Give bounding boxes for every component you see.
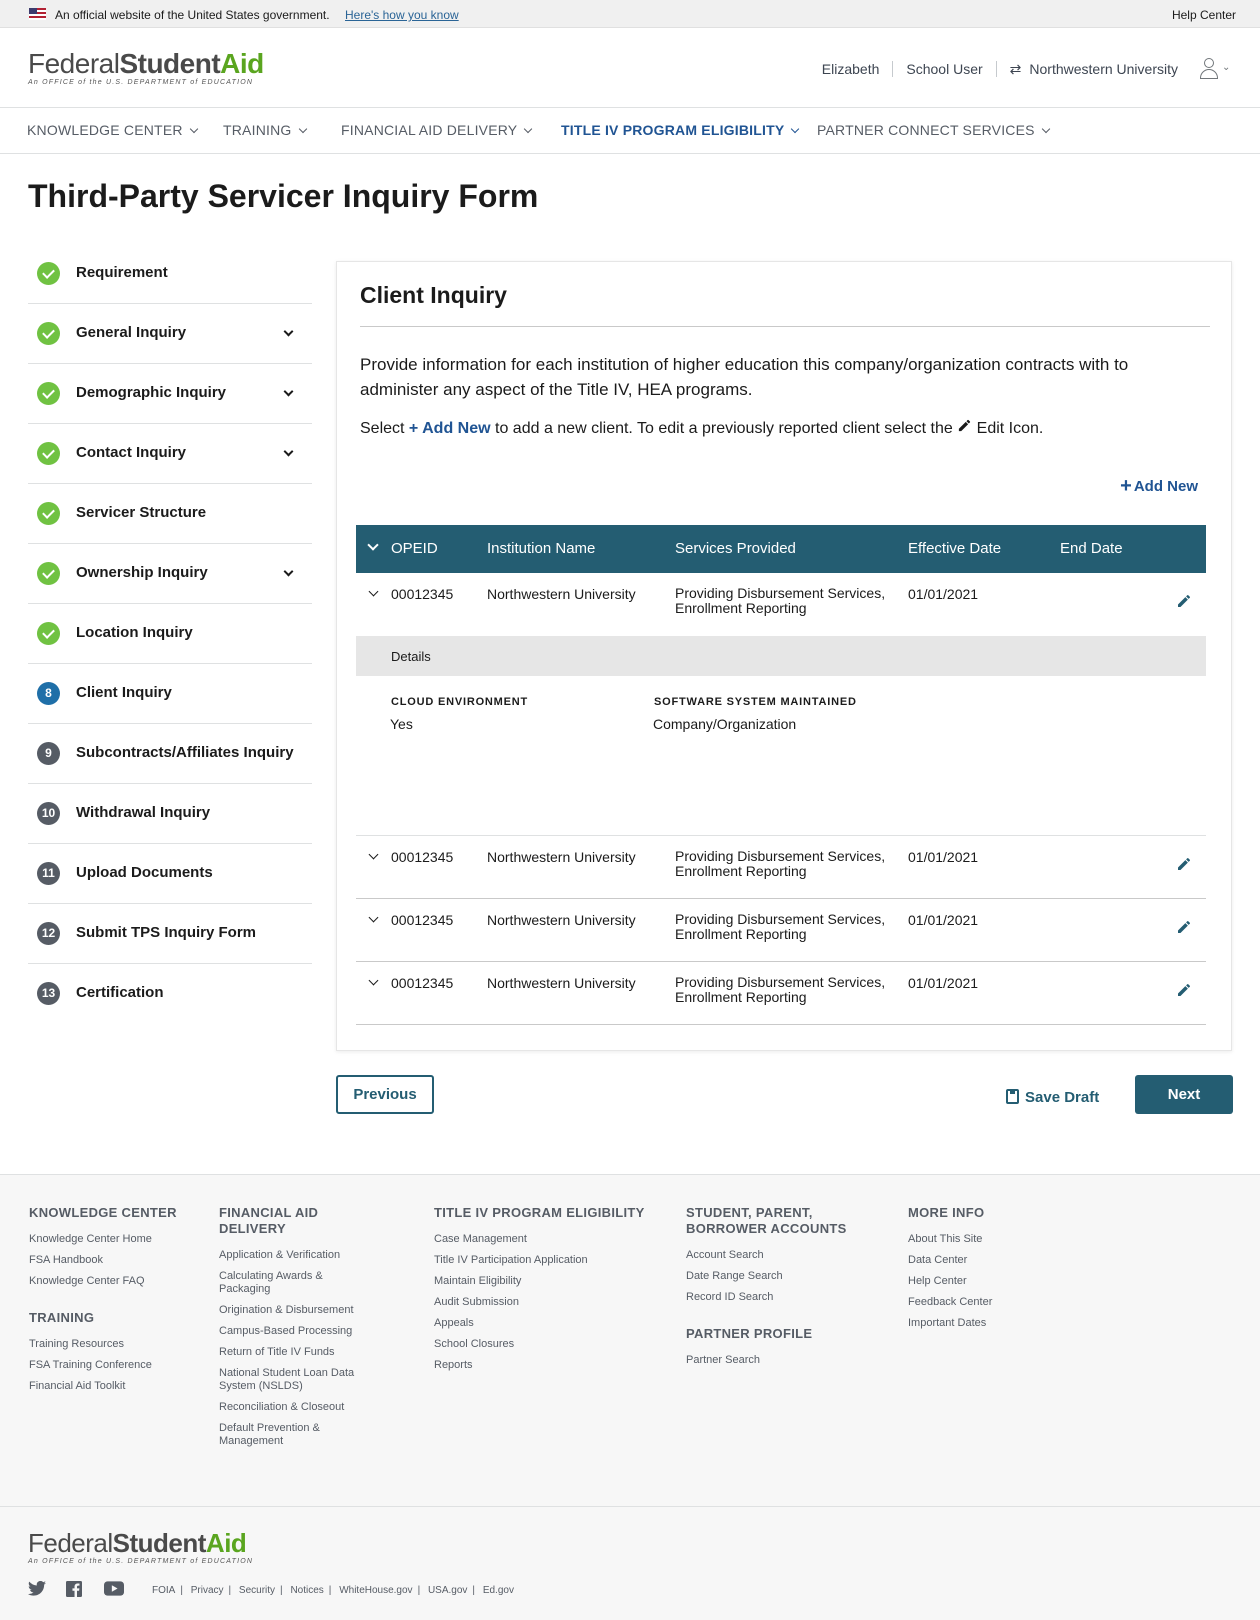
footer-col-knowledge (29, 1205, 199, 1401)
footer-link[interactable]: Origination & Disbursement (219, 1304, 354, 1316)
step-label: Ownership Inquiry (76, 564, 208, 581)
site-footer (0, 1174, 1260, 1506)
heres-how-you-know-link[interactable]: Here's how you know (345, 8, 459, 22)
logo-tagline: An OFFICE of the U.S. DEPARTMENT of EDUCATION (28, 79, 254, 86)
footer-link[interactable]: Application & Verification (219, 1249, 341, 1261)
logo-word-federal: Federal (28, 1528, 113, 1558)
footer-link[interactable]: Help Center (908, 1275, 967, 1287)
footer-link[interactable]: Feedback Center (908, 1296, 993, 1308)
table-row (356, 899, 1206, 962)
section-help-text: Select + Add New to add a new client. To edit a previously reported client select the Edit Icon. (360, 420, 1044, 437)
cell-services-provided: Providing Disbursement Services, Enrollment Reporting (675, 974, 886, 1005)
save-disk-icon (1006, 1089, 1019, 1104)
footer-link[interactable]: Record ID Search (686, 1291, 774, 1303)
help-center-link[interactable]: Help Center (1171, 8, 1236, 22)
step-certification[interactable] (28, 964, 312, 1024)
step-number-badge: 9 (37, 742, 60, 765)
chevron-down-icon[interactable] (284, 447, 294, 457)
step-label: Requirement (76, 264, 168, 281)
step-ownership-inquiry[interactable] (28, 544, 312, 604)
step-requirement[interactable] (28, 244, 312, 304)
plus-icon: + (1120, 475, 1132, 497)
step-upload-documents[interactable] (28, 844, 312, 904)
cloud-environment-label: CLOUD ENVIRONMENT (391, 696, 529, 708)
step-label: Contact Inquiry (76, 444, 187, 461)
footer-link[interactable]: Campus-Based Processing (219, 1325, 353, 1337)
site-header (0, 28, 1260, 108)
logo-word-aid: Aid (205, 1528, 247, 1558)
footer-link[interactable]: National Student Loan Data System (NSLDS) (219, 1367, 355, 1392)
step-servicer-structure[interactable] (28, 484, 312, 544)
step-demographic-inquiry[interactable] (28, 364, 312, 424)
facebook-icon[interactable] (66, 1581, 86, 1597)
table-row (356, 573, 1206, 636)
add-new-button[interactable]: + Add New (1120, 475, 1198, 497)
cell-services-provided: Providing Disbursement Services, Enrollment Reporting (675, 585, 886, 616)
nav-financial-aid-delivery[interactable]: FINANCIAL AID DELIVERY (341, 122, 531, 138)
col-opeid[interactable]: OPEID (391, 540, 438, 557)
footer-link[interactable]: Knowledge Center Home (29, 1233, 152, 1245)
step-client-inquiry[interactable] (28, 664, 312, 724)
chevron-down-icon (189, 125, 197, 133)
step-navigation (28, 244, 312, 1024)
step-label: General Inquiry (76, 324, 187, 341)
footer-bottom (0, 1506, 1260, 1620)
divider (996, 61, 997, 77)
step-number-badge: 13 (37, 982, 60, 1005)
footer-link[interactable]: Date Range Search (686, 1270, 783, 1282)
cell-effective-date: 01/01/2021 (908, 975, 979, 991)
edit-pencil-icon[interactable] (1176, 593, 1192, 612)
footer-heading: MORE INFO (908, 1205, 985, 1220)
chevron-down-icon (298, 125, 306, 133)
footer-link[interactable]: FSA Training Conference (29, 1359, 152, 1371)
gov-banner (0, 0, 1260, 28)
footer-link[interactable]: Title IV Participation Application (434, 1254, 588, 1266)
table-row (356, 962, 1206, 1025)
foia-link[interactable]: FOIA (152, 1585, 176, 1596)
footer-link[interactable]: Maintain Eligibility (434, 1275, 522, 1287)
step-number-badge: 12 (37, 922, 60, 945)
step-contact-inquiry[interactable] (28, 424, 312, 484)
logo-word-aid: Aid (220, 48, 264, 79)
whitehouse-link[interactable]: WhiteHouse.gov (339, 1585, 413, 1596)
step-label: Subcontracts/Affiliates Inquiry (76, 744, 294, 761)
chevron-down-icon[interactable] (284, 567, 294, 577)
cell-effective-date: 01/01/2021 (908, 849, 979, 865)
cell-opeid: 00012345 (391, 849, 454, 865)
check-icon (37, 502, 60, 525)
user-name: Elizabeth (821, 61, 880, 77)
current-school[interactable]: Northwestern University (1029, 61, 1178, 77)
previous-button[interactable]: Previous (336, 1075, 434, 1114)
legal-links: FOIA | Privacy | Security | Notices | WhiteHouse.gov | USA.gov | Ed.gov (152, 1585, 514, 1596)
footer-link[interactable]: About This Site (908, 1233, 983, 1245)
section-intro: Provide information for each institution of higher education this company/organization contracts with to administer any aspect of the Title IV, HEA programs. (360, 355, 1129, 399)
footer-link[interactable]: Training Resources (29, 1338, 124, 1350)
col-effective-date[interactable]: Effective Date (908, 540, 1002, 557)
edit-pencil-icon[interactable] (1176, 982, 1192, 1001)
step-submit-tps-inquiry-form[interactable] (28, 904, 312, 964)
nav-partner-connect-services[interactable]: PARTNER CONNECT SERVICES (817, 122, 1049, 138)
col-services-provided[interactable]: Services Provided (675, 540, 796, 557)
privacy-link[interactable]: Privacy (190, 1585, 224, 1596)
details-title: Details (391, 649, 431, 664)
chevron-down-icon[interactable] (369, 587, 379, 597)
inline-add-new-link[interactable]: + Add New (408, 420, 491, 437)
cell-institution-name: Northwestern University (487, 912, 636, 928)
step-label: Demographic Inquiry (76, 384, 227, 401)
software-system-label: SOFTWARE SYSTEM MAINTAINED (654, 696, 857, 708)
notices-link[interactable]: Notices (290, 1585, 324, 1596)
step-withdrawal-inquiry[interactable] (28, 784, 312, 844)
check-icon (37, 382, 60, 405)
fsa-logo[interactable] (28, 50, 264, 86)
us-flag-icon (29, 8, 46, 20)
chevron-down-icon[interactable] (284, 387, 294, 397)
usa-gov-link[interactable]: USA.gov (427, 1585, 468, 1596)
cell-institution-name: Northwestern University (487, 586, 636, 602)
footer-link[interactable]: Account Search (686, 1249, 764, 1261)
col-institution-name[interactable]: Institution Name (487, 540, 596, 557)
social-links (28, 1581, 124, 1597)
step-label: Submit TPS Inquiry Form (76, 924, 257, 941)
footer-link[interactable]: Return of Title IV Funds (219, 1346, 335, 1358)
step-number-badge: 11 (37, 862, 60, 885)
logo-word-student: Student (112, 1528, 206, 1558)
cell-institution-name: Northwestern University (487, 849, 636, 865)
nav-knowledge-center[interactable]: KNOWLEDGE CENTER (27, 122, 197, 138)
check-icon (37, 562, 60, 585)
cell-services-provided: Providing Disbursement Services, Enrollment Reporting (675, 848, 886, 879)
footer-heading: TITLE IV PROGRAM ELIGIBILITY (434, 1205, 645, 1220)
step-label: Servicer Structure (76, 504, 207, 521)
step-label: Certification (76, 984, 164, 1001)
footer-heading: STUDENT, PARENT, BORROWER ACCOUNTS (686, 1205, 847, 1236)
logo-word-federal: Federal (28, 48, 120, 79)
nav-title-iv-program-eligibility[interactable]: TITLE IV PROGRAM ELIGIBILITY (561, 122, 798, 138)
user-area (822, 58, 1230, 80)
user-menu-icon[interactable]: ⌄ (1200, 58, 1230, 80)
footer-link[interactable]: Audit Submission (434, 1296, 519, 1308)
chevron-down-icon[interactable] (369, 976, 379, 986)
main-nav (0, 108, 1260, 154)
footer-link[interactable]: Important Dates (908, 1317, 987, 1329)
cell-opeid: 00012345 (391, 586, 454, 602)
footer-heading: KNOWLEDGE CENTER (29, 1205, 177, 1220)
switch-school-icon[interactable]: ⇄ (1009, 60, 1022, 77)
footer-col-more-info (908, 1205, 1068, 1338)
footer-link[interactable]: Data Center (908, 1254, 968, 1266)
step-label: Upload Documents (76, 864, 213, 881)
software-system-value: Company/Organization (653, 716, 797, 732)
check-icon (37, 262, 60, 285)
divider (360, 326, 1210, 327)
cell-effective-date: 01/01/2021 (908, 586, 979, 602)
check-icon (37, 442, 60, 465)
cell-opeid: 00012345 (391, 975, 454, 991)
pencil-icon (957, 418, 972, 438)
cell-opeid: 00012345 (391, 912, 454, 928)
footer-link[interactable]: Case Management (434, 1233, 527, 1245)
step-label: Client Inquiry (76, 684, 172, 701)
footer-heading: FINANCIAL AID DELIVERY (219, 1205, 319, 1236)
security-link[interactable]: Security (238, 1585, 276, 1596)
footer-link[interactable]: Reports (434, 1359, 473, 1371)
footer-link[interactable]: Appeals (434, 1317, 474, 1329)
youtube-icon[interactable] (104, 1581, 124, 1597)
step-general-inquiry[interactable] (28, 304, 312, 364)
chevron-down-icon[interactable] (284, 327, 294, 337)
step-subcontracts-affiliates[interactable] (28, 724, 312, 784)
collapse-all-chevron-icon[interactable] (367, 539, 378, 550)
step-number-badge: 10 (37, 802, 60, 825)
step-label: Location Inquiry (76, 624, 193, 641)
chevron-down-icon (524, 125, 532, 133)
nav-training[interactable]: TRAINING (223, 122, 306, 138)
logo-word-student: Student (119, 48, 221, 79)
cell-institution-name: Northwestern University (487, 975, 636, 991)
footer-link[interactable]: Financial Aid Toolkit (29, 1380, 126, 1392)
footer-heading: TRAINING (29, 1310, 95, 1325)
step-location-inquiry[interactable] (28, 604, 312, 664)
footer-heading: PARTNER PROFILE (686, 1326, 813, 1341)
check-icon (37, 322, 60, 345)
logo-tagline: An OFFICE of the U.S. DEPARTMENT of EDUCATION (28, 1558, 254, 1565)
edit-pencil-icon[interactable] (1176, 856, 1192, 875)
footer-link[interactable]: Reconciliation & Closeout (219, 1401, 345, 1413)
footer-link[interactable]: Knowledge Center FAQ (29, 1275, 145, 1287)
check-icon (37, 622, 60, 645)
divider (892, 61, 893, 77)
cell-services-provided: Providing Disbursement Services, Enrollment Reporting (675, 911, 886, 942)
client-table-header (356, 525, 1206, 573)
step-number-badge: 8 (37, 682, 60, 705)
client-inquiry-card (336, 261, 1232, 1051)
fsa-logo[interactable] (28, 1529, 253, 1565)
page-title: Third-Party Servicer Inquiry Form (28, 178, 539, 214)
footer-link[interactable]: Default Prevention & Management (219, 1422, 320, 1447)
twitter-icon[interactable] (28, 1581, 48, 1597)
cell-effective-date: 01/01/2021 (908, 912, 979, 928)
official-site-text: An official website of the United States government. (55, 8, 330, 22)
details-section-header (356, 636, 1206, 676)
footer-link[interactable]: FSA Handbook (29, 1254, 103, 1266)
footer-col-title-iv (434, 1205, 654, 1380)
cloud-environment-value: Yes (390, 716, 413, 732)
footer-link[interactable]: Calculating Awards & Packaging (219, 1270, 323, 1295)
edit-pencil-icon[interactable] (1176, 919, 1192, 938)
chevron-down-icon (1041, 125, 1049, 133)
step-label: Withdrawal Inquiry (76, 804, 211, 821)
footer-col-financial-aid-delivery (219, 1205, 389, 1456)
user-role: School User (906, 61, 983, 77)
chevron-down-icon[interactable] (369, 850, 379, 860)
save-draft-button[interactable]: Save Draft (1006, 1087, 1099, 1106)
footer-col-accounts (686, 1205, 866, 1375)
chevron-down-icon (791, 125, 799, 133)
footer-link[interactable]: Partner Search (686, 1354, 760, 1366)
footer-link[interactable]: School Closures (434, 1338, 515, 1350)
next-button[interactable]: Next (1135, 1075, 1233, 1114)
table-row (356, 836, 1206, 899)
ed-gov-link[interactable]: Ed.gov (482, 1585, 514, 1596)
chevron-down-icon[interactable] (369, 913, 379, 923)
section-title: Client Inquiry (360, 282, 507, 308)
col-end-date[interactable]: End Date (1060, 540, 1123, 557)
